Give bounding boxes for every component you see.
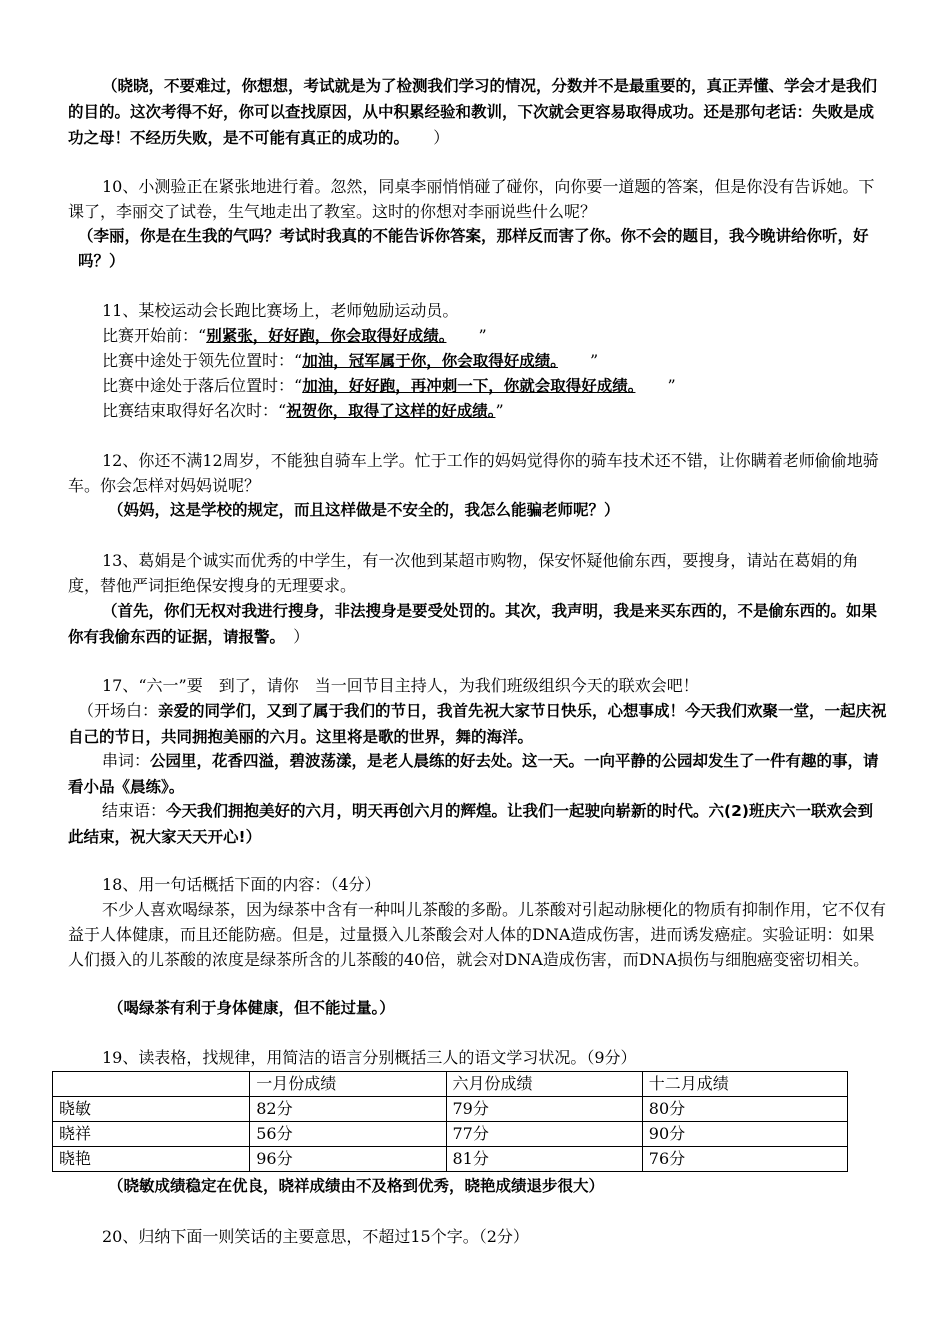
- q12-question: 12、你还不满12周岁，不能独自骑车上学。忙于工作的妈妈觉得你的骑车技术还不错，让你瞒着老师偷偷地骑车。你会怎样对妈妈说呢？: [68, 451, 879, 495]
- q11-line-behind: [102, 373, 676, 399]
- q11-line-behind-answer: 加油，好好跑，再冲刺一下，你就会取得好成绩。: [302, 377, 636, 395]
- table-cell: 80分: [642, 1097, 847, 1122]
- q17-opening-label: （开场白：: [78, 701, 159, 720]
- q17-link-text: 公园里，花香四溢，碧波荡漾，是老人晨练的好去处。这一天。一向平静的公园却发生了一件有趣的事，请看小品《晨练》。: [68, 752, 879, 796]
- q11-question: 11、某校运动会长跑比赛场上，老师勉励运动员。: [102, 301, 459, 320]
- scores-table: [52, 1071, 848, 1172]
- q17-closing: [68, 798, 888, 850]
- q13-answer: [68, 598, 888, 650]
- q11-line-behind-suffix: ”: [667, 376, 676, 395]
- q11-line-leading-answer: 加油，冠军属于你，你会取得好成绩。: [302, 352, 558, 370]
- q11-line-leading-prefix: 比赛中途处于领先位置时：“: [102, 351, 303, 370]
- table-cell: 晓祥: [53, 1122, 250, 1147]
- intro-answer-text: （晓晓，不要难过，你想想，考试就是为了检测我们学习的情况，分数并不是最重要的，真正弄懂、学会才是我们的目的。这次考得不好，你可以查找原因，从中积累经验和教训，下次就会更容易取得成功。还是那句老话：失败是成功之母！不经历失败，是不可能有真正的成功的。: [68, 77, 878, 147]
- table-cell: 81分: [446, 1147, 642, 1172]
- q11-line-finish-answer: 祝贺你，取得了这样的好成绩。: [286, 402, 496, 420]
- table-header-row: [53, 1072, 848, 1097]
- table-header-cell: 十二月成绩: [642, 1072, 847, 1097]
- q10-answer: （李丽，你是在生我的气吗？考试时我真的不能告诉你答案，那样反而害了你。你不会的题目，我今晚讲给你听，好吗？）: [78, 227, 869, 270]
- table-header-cell: 一月份成绩: [250, 1072, 446, 1097]
- q11-line-finish-prefix: 比赛结束取得好名次时：“: [102, 401, 287, 420]
- q17-question: 17、“六一”要 到了，请你 当一回节目主持人，为我们班级组织今天的联欢会吧！: [102, 676, 699, 695]
- table-cell: 96分: [250, 1147, 446, 1172]
- table-row: [53, 1122, 848, 1147]
- table-row: [53, 1147, 848, 1172]
- q11-line-start-prefix: 比赛开始前：“: [102, 326, 207, 345]
- table-cell: 77分: [446, 1122, 642, 1147]
- table-cell: 76分: [642, 1147, 847, 1172]
- q11-line-finish: [102, 398, 504, 424]
- q11-line-start: [102, 323, 487, 349]
- table-cell: 晓艳: [53, 1147, 250, 1172]
- intro-answer: [68, 73, 888, 151]
- q20-question: 20、归纳下面一则笑话的主要意思，不超过15个字。（2分）: [102, 1227, 529, 1246]
- q18-passage: 不少人喜欢喝绿茶，因为绿茶中含有一种叫儿茶酸的多酚。儿茶酸对引起动脉梗化的物质有抑制作用，它不仅有益于人体健康，而且还能防癌。但是，过量摄入儿茶酸会对人体的DNA造成伤害，进而诱发癌症。实验证明：如果人们摄入的儿茶酸的浓度是绿茶所含的儿茶酸的40倍，就会对DNA造成伤害，而DNA损伤与细胞癌变密切相关。: [68, 900, 887, 969]
- q17-opening-text: 亲爱的同学们，又到了属于我们的节日，我首先祝大家节日快乐，心想事成！今天我们欢聚一堂，一起庆祝自己的节日，共同拥抱美丽的六月。这里将是歌的世界，舞的海洋。: [68, 702, 887, 746]
- table-row: [53, 1097, 848, 1122]
- q11-line-start-answer: 别紧张，好好跑，你会取得好成绩。: [206, 327, 447, 345]
- q17-link: [68, 748, 888, 800]
- table-cell: 56分: [250, 1122, 446, 1147]
- q13-answer-text: （首先，你们无权对我进行搜身，非法搜身是要受处罚的。其次，我声明，我是来买东西的，不是偷东西的。如果你有我偷东西的证据，请报警。: [68, 602, 878, 646]
- q13-answer-close: ）: [293, 627, 310, 646]
- q19-question: 19、读表格，找规律，用简洁的语言分别概括三人的语文学习状况。（9分）: [102, 1048, 637, 1067]
- table-header-cell: 六月份成绩: [446, 1072, 642, 1097]
- q17-closing-text: 今天我们拥抱美好的六月，明天再创六月的辉煌。让我们一起驶向崭新的时代。六(2)班庆六一联欢会到此结束，祝大家天天开心!）: [68, 802, 873, 846]
- q11-line-leading-suffix: ”: [589, 351, 599, 370]
- q11-line-behind-prefix: 比赛中途处于落后位置时：“: [102, 376, 303, 395]
- q10-question: 10、小测验正在紧张地进行着。忽然，同桌李丽悄悄碰了碰你，向你要一道题的答案，但是你没有告诉她。下课了，李丽交了试卷，生气地走出了教室。这时的你想对李丽说些什么呢？: [68, 177, 875, 221]
- q12-answer: （妈妈，这是学校的规定，而且这样做是不安全的，我怎么能骗老师呢？）: [108, 501, 620, 519]
- table-cell: 晓敏: [53, 1097, 250, 1122]
- q17-opening: [68, 698, 888, 750]
- q17-link-label: 串词：: [102, 751, 151, 770]
- q11-line-leading: [102, 348, 598, 374]
- table-cell: 79分: [446, 1097, 642, 1122]
- table-cell: 82分: [250, 1097, 446, 1122]
- q11-line-start-suffix: ”: [478, 326, 487, 345]
- table-header-cell: [53, 1072, 250, 1097]
- q11-line-finish-suffix: ”: [495, 401, 504, 420]
- q19-answer: （晓敏成绩稳定在优良，晓祥成绩由不及格到优秀，晓艳成绩退步很大）: [108, 1177, 605, 1195]
- intro-answer-close: ）: [433, 128, 450, 147]
- q18-answer: （喝绿茶有利于身体健康，但不能过量。）: [108, 999, 395, 1017]
- q17-closing-label: 结束语：: [102, 801, 167, 820]
- table-cell: 90分: [642, 1122, 847, 1147]
- q13-question: 13、葛娟是个诚实而优秀的中学生，有一次他到某超市购物，保安怀疑他偷东西，要搜身，请站在葛娟的角度，替他严词拒绝保安搜身的无理要求。: [68, 551, 859, 595]
- q18-question: 18、用一句话概括下面的内容：（4分）: [102, 875, 381, 894]
